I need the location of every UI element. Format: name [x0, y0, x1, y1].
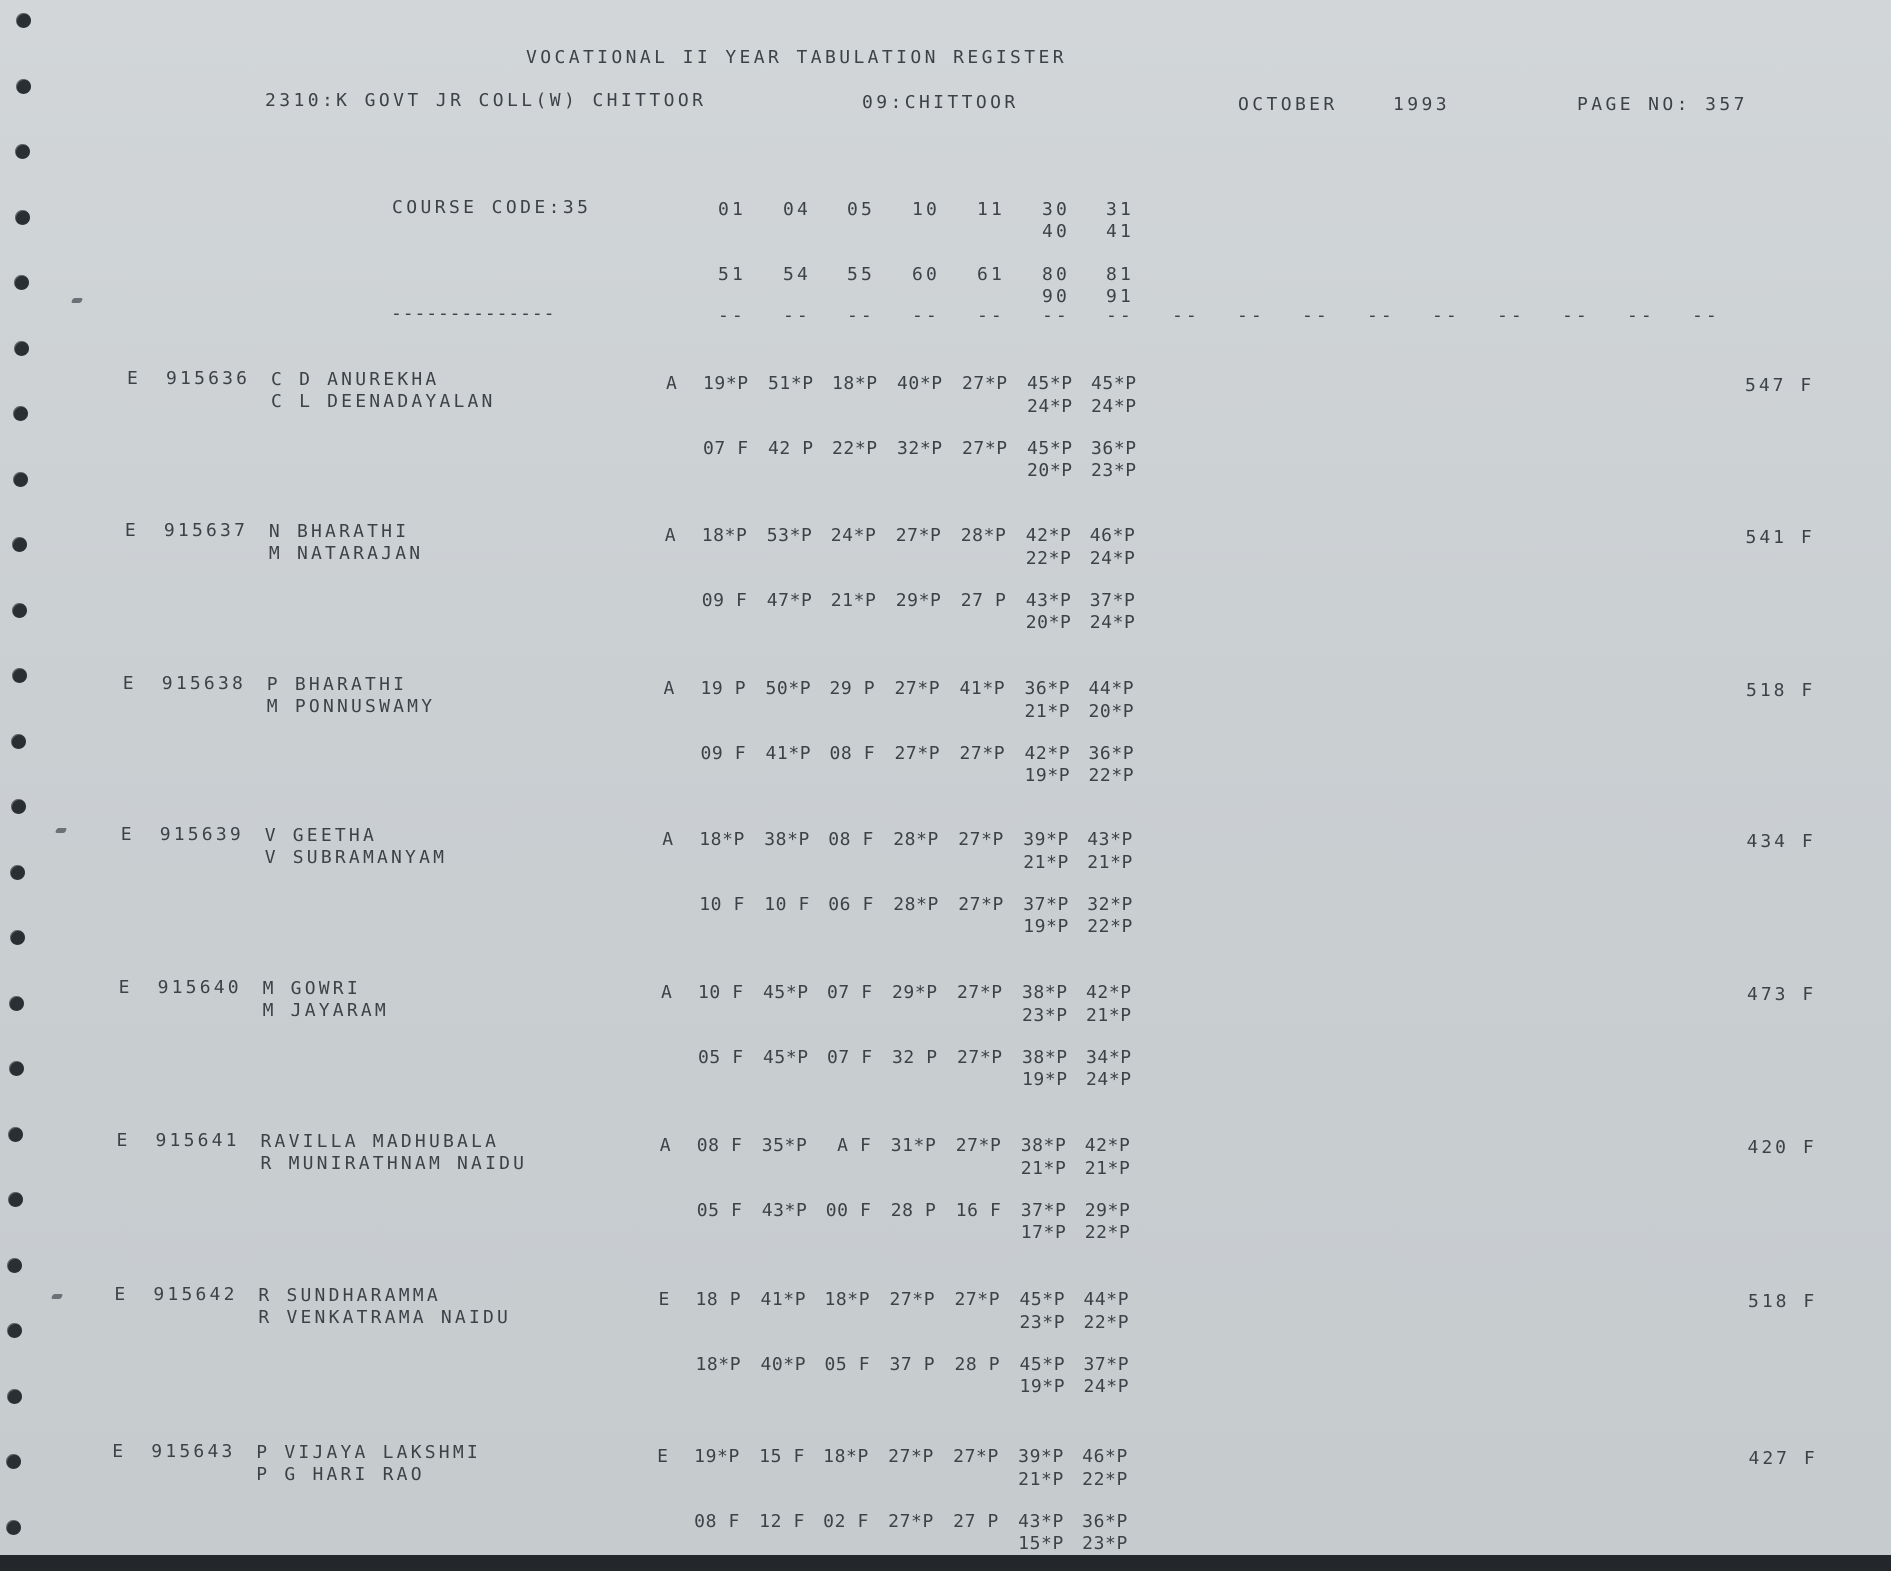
mark-cell: 08 F [694, 1511, 740, 1532]
mark-cell: 35*P [761, 1135, 808, 1156]
record-tag: E [124, 520, 139, 541]
mark-cell: 15 F [759, 1446, 805, 1467]
candidate-name: P BHARATHI [266, 674, 408, 695]
mark-cell: 32*P [1087, 894, 1133, 915]
header-rule: -------------- [391, 303, 556, 324]
result-flag: A [664, 525, 679, 546]
mark-cell: 07 F [703, 438, 749, 459]
hall-ticket-number: 915640 [157, 977, 242, 998]
record-tag: E [122, 673, 137, 694]
column-dash: -- [718, 305, 746, 326]
mark-cell: 22*P [1082, 1469, 1128, 1490]
mark-cell: 18*P [823, 1446, 869, 1467]
mark-cell: 27*P [962, 438, 1008, 459]
mark-cell: 17*P [1020, 1222, 1067, 1243]
mark-cell: 24*P [1027, 396, 1073, 417]
record-tag: E [127, 368, 142, 389]
parent-name: M JAYARAM [262, 1000, 389, 1021]
mark-cell: 22*P [1088, 765, 1135, 786]
mark-cell: 32*P [897, 438, 943, 459]
total-result: 434 F [1746, 831, 1816, 852]
result-flag: A [662, 829, 677, 850]
parent-name: C L DEENADAYALAN [271, 391, 496, 412]
parent-name: R VENKATRAMA NAIDU [258, 1307, 512, 1328]
hall-ticket-number: 915643 [151, 1441, 236, 1462]
subject-code: 40 [1042, 221, 1071, 242]
mark-cell: 43*P [1087, 829, 1133, 850]
mark-cell: 20*P [1027, 460, 1073, 481]
mark-cell: 28*P [893, 894, 939, 915]
subject-code: 30 [1042, 199, 1071, 220]
college-name: 2310:K GOVT JR COLL(W) CHITTOOR [265, 90, 707, 111]
result-flag: A [666, 373, 681, 394]
mark-cell: 45*P [1027, 373, 1073, 394]
mark-cell: 45*P [762, 982, 809, 1003]
mark-cell: 12 F [759, 1511, 805, 1532]
mark-cell: 45*P [1019, 1289, 1066, 1310]
binder-hole [13, 472, 28, 487]
subject-code: 51 [718, 264, 747, 285]
mark-cell: 37*P [1020, 1200, 1067, 1221]
column-dash: -- [1302, 305, 1330, 326]
mark-cell: 43*P [1025, 590, 1072, 611]
parent-name: M NATARAJAN [268, 543, 424, 564]
mark-cell: 45*P [1091, 373, 1137, 394]
mark-cell: 27*P [889, 1289, 936, 1310]
mark-cell: 38*P [1020, 1135, 1067, 1156]
column-dash: -- [1627, 305, 1655, 326]
subject-code: 11 [977, 199, 1006, 220]
subject-code: 04 [783, 199, 812, 220]
mark-cell: 20*P [1025, 612, 1072, 633]
mark-cell: 24*P [1089, 548, 1136, 569]
sheet-bottom-edge [0, 1555, 1891, 1571]
mark-cell: 08 F [829, 743, 876, 764]
mark-cell: 08 F [828, 829, 874, 850]
hall-ticket-number: 915636 [166, 368, 251, 389]
mark-cell: 15*P [1018, 1533, 1064, 1554]
mark-cell: 41*P [760, 1289, 807, 1310]
mark-cell: 23*P [1091, 460, 1137, 481]
parent-name: V SUBRAMANYAM [264, 847, 448, 868]
mark-cell: 42*P [1025, 525, 1072, 546]
total-result: 547 F [1745, 375, 1815, 396]
mark-cell: 43*P [761, 1200, 808, 1221]
mark-cell: 37*P [1083, 1354, 1130, 1375]
candidate-name: C D ANUREKHA [271, 369, 440, 390]
mark-cell: 37*P [1023, 894, 1069, 915]
mark-cell: 47*P [766, 590, 813, 611]
mark-cell: 42*P [1024, 743, 1071, 764]
mark-cell: 27*P [894, 743, 941, 764]
mark-cell: 44*P [1088, 678, 1135, 699]
candidate-name: P VIJAYA LAKSHMI [256, 1442, 481, 1463]
mark-cell: 18*P [832, 373, 878, 394]
mark-cell: 44*P [1083, 1289, 1130, 1310]
mark-cell: 28 P [954, 1354, 1001, 1375]
candidate-name: V GEETHA [264, 825, 377, 846]
mark-cell: 19 P [700, 678, 747, 699]
mark-cell: 02 F [823, 1511, 869, 1532]
mark-cell: 29*P [1084, 1200, 1131, 1221]
mark-cell: 31*P [890, 1135, 937, 1156]
mark-cell: 27*P [956, 1047, 1003, 1068]
column-dash: -- [912, 305, 940, 326]
mark-cell: 51*P [768, 373, 814, 394]
mark-cell: 19*P [694, 1446, 740, 1467]
register-title: VOCATIONAL II YEAR TABULATION REGISTER [526, 47, 1068, 68]
mark-cell: 05 F [697, 1047, 744, 1068]
mark-cell: 45*P [1027, 438, 1073, 459]
total-result: 518 F [1748, 1291, 1818, 1312]
exam-year: 1993 [1393, 94, 1450, 115]
mark-cell: 27*P [958, 894, 1004, 915]
mark-cell: 28*P [960, 525, 1007, 546]
mark-cell: 18 P [695, 1289, 742, 1310]
mark-cell: 38*P [1021, 982, 1068, 1003]
binder-hole [9, 996, 24, 1011]
mark-cell: 21*P [1087, 852, 1133, 873]
mark-cell: 27*P [954, 1289, 1001, 1310]
total-result: 427 F [1748, 1448, 1818, 1469]
result-flag: E [658, 1289, 673, 1310]
mark-cell: 27*P [962, 373, 1008, 394]
record-tag: E [114, 1284, 129, 1305]
mark-cell: 09 F [701, 590, 748, 611]
column-dash: -- [1172, 305, 1200, 326]
mark-cell: 27*P [956, 982, 1003, 1003]
column-dash: -- [1692, 305, 1720, 326]
binder-hole [14, 341, 29, 356]
mark-cell: 46*P [1089, 525, 1136, 546]
binder-hole [16, 13, 31, 28]
mark-cell: 38*P [1021, 1047, 1068, 1068]
mark-cell: 27*P [894, 678, 941, 699]
mark-cell: 32 P [891, 1047, 938, 1068]
mark-cell: 23*P [1082, 1533, 1128, 1554]
mark-cell: 36*P [1082, 1511, 1128, 1532]
mark-cell: 21*P [1084, 1158, 1131, 1179]
mark-cell: 22*P [1025, 548, 1072, 569]
mark-cell: 27*P [888, 1511, 934, 1532]
parent-name: P G HARI RAO [256, 1464, 425, 1485]
mark-cell: 41*P [765, 743, 812, 764]
mark-cell: 27*P [888, 1446, 934, 1467]
mark-cell: 42*P [1085, 982, 1132, 1003]
mark-cell: 24*P [830, 525, 877, 546]
mark-cell: 38*P [764, 829, 810, 850]
hall-ticket-number: 915642 [153, 1284, 238, 1305]
mark-cell: 06 F [828, 894, 874, 915]
mark-cell: 23*P [1019, 1312, 1066, 1333]
mark-cell: 29 P [829, 678, 876, 699]
binder-hole [8, 1192, 23, 1207]
binder-hole [11, 799, 26, 814]
mark-cell: 45*P [1019, 1354, 1066, 1375]
mark-cell: 24*P [1083, 1376, 1130, 1397]
column-dash: -- [1562, 305, 1590, 326]
mark-cell: 21*P [1020, 1158, 1067, 1179]
mark-cell: 27 P [953, 1511, 999, 1532]
exam-month: OCTOBER [1238, 94, 1338, 115]
binder-hole [7, 1389, 22, 1404]
total-result: 541 F [1745, 527, 1815, 548]
candidate-name: R SUNDHARAMMA [258, 1285, 441, 1306]
mark-cell: 19*P [703, 373, 749, 394]
mark-cell: 18*P [824, 1289, 871, 1310]
mark-cell: 21*P [1023, 852, 1069, 873]
column-dash: -- [977, 305, 1005, 326]
mark-cell: A F [825, 1135, 872, 1156]
mark-cell: 50*P [765, 678, 812, 699]
mark-cell: 19*P [1019, 1376, 1066, 1397]
binder-hole [15, 210, 30, 225]
mark-cell: 10 F [764, 894, 810, 915]
hall-ticket-number: 915638 [161, 673, 247, 694]
mark-cell: 22*P [1084, 1222, 1131, 1243]
column-dash: -- [1367, 305, 1395, 326]
mark-cell: 08 F [696, 1135, 743, 1156]
binder-hole [6, 1454, 21, 1469]
mark-cell: 16 F [955, 1200, 1002, 1221]
mark-cell: 05 F [696, 1200, 743, 1221]
record-tag: E [116, 1130, 131, 1151]
mark-cell: 36*P [1024, 678, 1071, 699]
binder-hole [7, 1323, 22, 1338]
mark-cell: 18*P [695, 1354, 742, 1375]
total-result: 420 F [1747, 1137, 1817, 1158]
subject-code: 01 [718, 199, 747, 220]
mark-cell: 28 P [890, 1200, 937, 1221]
subject-code: 81 [1106, 264, 1135, 285]
mark-cell: 39*P [1018, 1446, 1064, 1467]
binder-hole [7, 1258, 22, 1273]
column-dash: -- [1042, 305, 1070, 326]
hall-ticket-number: 915641 [155, 1130, 240, 1151]
mark-cell: 20*P [1088, 701, 1135, 722]
mark-cell: 34*P [1085, 1047, 1132, 1068]
binder-hole [8, 1127, 23, 1142]
column-dash: -- [1497, 305, 1525, 326]
result-flag: A [663, 678, 678, 699]
binder-hole [15, 144, 30, 159]
mark-cell: 37 P [889, 1354, 936, 1375]
mark-cell: 41*P [959, 678, 1006, 699]
binder-hole [10, 865, 25, 880]
subject-code: 90 [1042, 286, 1071, 307]
mark-cell: 37*P [1089, 590, 1136, 611]
mark-cell: 24*P [1091, 396, 1137, 417]
result-flag: A [659, 1135, 674, 1156]
mark-cell: 09 F [700, 743, 747, 764]
mark-cell: 27 P [960, 590, 1007, 611]
mark-cell: 43*P [1018, 1511, 1064, 1532]
mark-cell: 39*P [1023, 829, 1069, 850]
mark-cell: 21*P [830, 590, 877, 611]
mark-cell: 27*P [959, 743, 1006, 764]
mark-cell: 36*P [1088, 743, 1135, 764]
mark-cell: 22*P [1087, 916, 1133, 937]
binder-hole [10, 930, 25, 945]
mark-cell: 27*P [895, 525, 942, 546]
mark-cell: 24*P [1089, 612, 1136, 633]
mark-cell: 19*P [1024, 765, 1071, 786]
mark-cell: 07 F [826, 1047, 873, 1068]
mark-cell: 40*P [760, 1354, 807, 1375]
mark-cell: 28*P [893, 829, 939, 850]
mark-cell: 10 F [697, 982, 744, 1003]
mark-cell: 00 F [825, 1200, 872, 1221]
binder-hole [16, 79, 31, 94]
mark-cell: 21*P [1085, 1005, 1132, 1026]
subject-code: 55 [847, 264, 876, 285]
column-dash: -- [847, 305, 875, 326]
mark-cell: 18*P [699, 829, 745, 850]
mark-cell: 18*P [701, 525, 748, 546]
hall-ticket-number: 915639 [159, 824, 244, 845]
binder-hole [9, 1061, 24, 1076]
mark-cell: 46*P [1082, 1446, 1128, 1467]
subject-code: 10 [912, 199, 941, 220]
mark-cell: 23*P [1021, 1005, 1068, 1026]
mark-cell: 45*P [762, 1047, 809, 1068]
mark-cell: 21*P [1024, 701, 1071, 722]
mark-cell: 29*P [895, 590, 942, 611]
subject-code: 31 [1106, 199, 1135, 220]
mark-cell: 27*P [953, 1446, 999, 1467]
binder-hole [12, 603, 27, 618]
subject-code: 60 [912, 264, 941, 285]
mark-cell: 29*P [891, 982, 938, 1003]
column-dash: -- [1432, 305, 1460, 326]
mark-cell: 22*P [832, 438, 878, 459]
mark-cell: 22*P [1083, 1312, 1130, 1333]
column-dash: -- [1106, 305, 1134, 326]
column-dash: -- [1237, 305, 1265, 326]
mark-cell: 07 F [826, 982, 873, 1003]
candidate-name: RAVILLA MADHUBALA [260, 1131, 500, 1152]
subject-code: 54 [783, 264, 812, 285]
subject-code: 61 [977, 264, 1006, 285]
mark-cell: 40*P [897, 373, 943, 394]
mark-cell: 24*P [1085, 1069, 1132, 1090]
record-tag: E [118, 977, 133, 998]
mark-cell: 53*P [766, 525, 813, 546]
mark-cell: 05 F [824, 1354, 871, 1375]
mark-cell: 19*P [1023, 916, 1069, 937]
mark-cell: 21*P [1018, 1469, 1064, 1490]
binder-hole [12, 668, 27, 683]
page-number: PAGE NO: 357 [1577, 94, 1748, 115]
mark-cell: 42*P [1084, 1135, 1131, 1156]
binder-hole [11, 734, 26, 749]
mark-cell: 36*P [1091, 438, 1137, 459]
mark-cell: 10 F [699, 894, 745, 915]
course-code-label: COURSE CODE:35 [392, 197, 592, 218]
subject-code: 91 [1106, 286, 1135, 307]
result-flag: E [657, 1446, 672, 1467]
hall-ticket-number: 915637 [163, 520, 249, 541]
column-dash: -- [783, 305, 811, 326]
parent-name: M PONNUSWAMY [266, 696, 436, 717]
subject-code: 05 [847, 199, 876, 220]
binder-hole [6, 1520, 21, 1535]
subject-code: 80 [1042, 264, 1071, 285]
result-flag: A [660, 982, 675, 1003]
parent-name: R MUNIRATHNAM NAIDU [260, 1153, 528, 1174]
candidate-name: M GOWRI [262, 978, 361, 999]
mark-cell: 27*P [955, 1135, 1002, 1156]
mark-cell: 27*P [958, 829, 1004, 850]
record-tag: E [112, 1441, 127, 1462]
record-tag: E [120, 824, 135, 845]
candidate-name: N BHARATHI [268, 521, 410, 542]
district-name: 09:CHITTOOR [862, 92, 1019, 113]
mark-cell: 42 P [768, 438, 814, 459]
total-result: 473 F [1747, 984, 1817, 1005]
total-result: 518 F [1746, 680, 1816, 701]
subject-code: 41 [1106, 221, 1135, 242]
mark-cell: 19*P [1021, 1069, 1068, 1090]
